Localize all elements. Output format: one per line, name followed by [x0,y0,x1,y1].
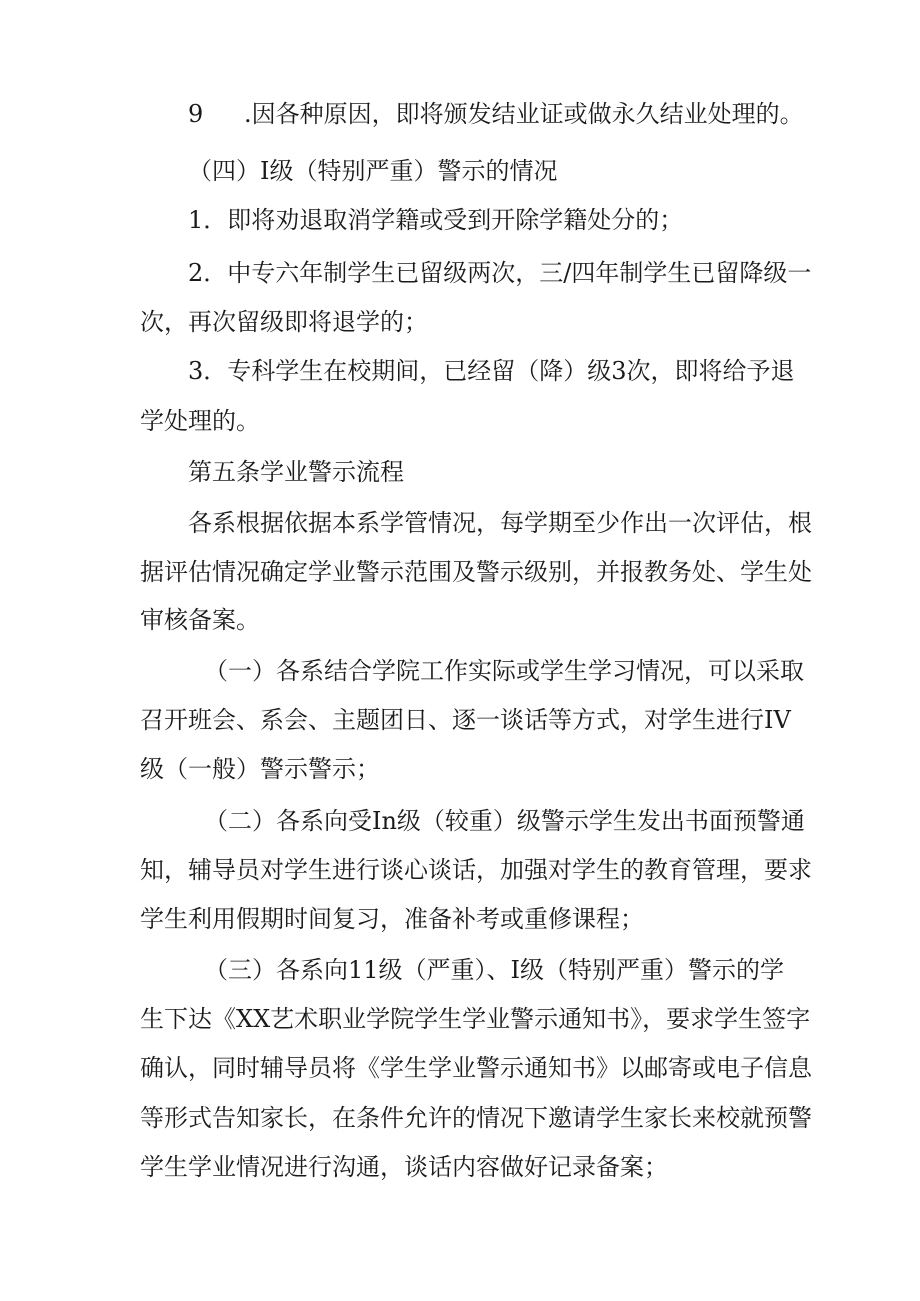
section-4-item-1: 1．即将劝退取消学籍或受到开除学籍处分的； [188,206,684,234]
article-5-intro-line-3: 审核备案。 [140,606,260,634]
article-5-heading: 第五条学业警示流程 [188,458,404,486]
article-5-intro-line-2: 据评估情况确定学业警示范围及警示级别，并报教务处、学生处 [140,558,812,586]
section-4-heading: （四）I级（特别严重）警示的情况 [188,157,558,185]
step-3-line-5: 学生学业情况进行沟通，谈话内容做好记录备案； [140,1153,668,1181]
step-2-line-3: 学生利用假期时间复习，准备补考或重修课程； [140,905,644,933]
section-4-item-3-line-1: 3．专科学生在校期间，已经留（降）级3次，即将给予退 [188,357,795,385]
section-4-item-3-line-2: 学处理的。 [140,407,260,435]
step-1-line-3: 级（一般）警示警示； [140,755,380,783]
item-9-line [188,99,804,129]
section-4-item-2-line-1: 2．中专六年制学生已留级两次，三/四年制学生已留降级一 [188,259,812,287]
step-3-line-1: （三）各系向11级（严重）、I级（特别严重）警示的学 [204,956,785,984]
article-5-intro-line-1: 各系根据依据本系学管情况，每学期至少作出一次评估，根 [188,509,812,537]
step-2-line-2: 知，辅导员对学生进行谈心谈话，加强对学生的教育管理，要求 [140,856,812,884]
step-1-line-2: 召开班会、系会、主题团日、逐一谈话等方式，对学生进行IV [140,706,791,734]
step-1-line-1: （一）各系结合学院工作实际或学生学习情况，可以采取 [204,657,804,685]
item-9-number: 9 [188,100,204,128]
item-9-text: .因各种原因，即将颁发结业证或做永久结业处理的。 [244,100,804,128]
step-3-line-3: 确认，同时辅导员将《学生学业警示通知书》以邮寄或电子信息 [140,1054,812,1082]
step-3-line-2: 生下达《XX艺术职业学院学生学业警示通知书》，要求学生签字 [140,1005,811,1033]
step-3-line-4: 等形式告知家长，在条件允许的情况下邀请学生家长来校就预警 [140,1104,812,1132]
section-4-item-2-line-2: 次，再次留级即将退学的； [140,308,428,336]
step-2-line-1: （二）各系向受In级（较重）级警示学生发出书面预警通 [204,807,805,835]
